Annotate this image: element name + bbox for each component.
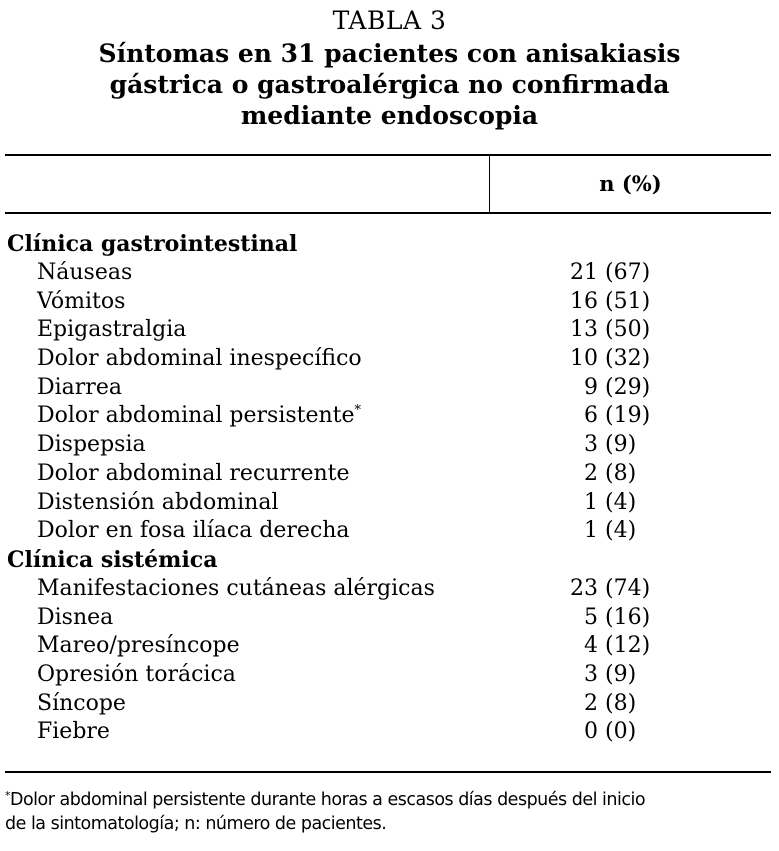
symptom-label — [37, 517, 350, 546]
symptom-name: Manifestaciones cutáneas alérgicas — [37, 575, 435, 601]
symptom-name: Dispepsia — [37, 432, 146, 458]
count-percent-cell — [563, 489, 636, 518]
table-row — [0, 718, 779, 747]
symptom-label — [37, 259, 132, 288]
patient-count: 9 — [584, 374, 598, 400]
table-row — [0, 460, 779, 489]
symptom-name: Distensión abdominal — [37, 489, 279, 515]
patient-count: 23 — [570, 575, 598, 601]
symptom-label — [37, 632, 240, 661]
symptom-label — [37, 661, 236, 690]
table-row — [0, 489, 779, 518]
bottom-rule — [5, 771, 771, 773]
patient-count: 0 — [584, 719, 598, 745]
patient-count: 16 — [570, 288, 598, 314]
column-header-n-percent: n (%) — [599, 171, 662, 196]
symptom-name: Disnea — [37, 604, 114, 630]
percent-value: (19) — [605, 403, 651, 429]
count-percent-cell — [563, 718, 636, 747]
percent-value: (4) — [605, 518, 637, 544]
symptom-name: Vómitos — [37, 288, 126, 314]
count-percent-cell — [563, 316, 650, 345]
symptom-name: Náuseas — [37, 260, 133, 285]
patient-count: 2 — [584, 690, 598, 716]
count-percent-cell — [563, 288, 650, 317]
percent-value: (51) — [605, 288, 651, 314]
count-percent-cell — [563, 431, 636, 460]
patient-count: 21 — [570, 260, 598, 285]
table-row — [0, 604, 779, 633]
footnote-line: de la sintomatología; n: número de pacientes. — [5, 814, 387, 834]
patient-count: 6 — [584, 403, 598, 429]
patient-count: 1 — [584, 489, 598, 515]
count-percent-cell — [563, 374, 650, 403]
table-footnote — [5, 788, 777, 836]
table-title — [0, 38, 779, 131]
title-line: mediante endoscopia — [240, 101, 539, 130]
patient-count: 3 — [584, 432, 598, 458]
percent-value: (16) — [605, 604, 651, 630]
percent-value: (29) — [605, 374, 651, 400]
footnote-text: Dolor abdominal persistente durante horas a escasos días después del inicio — [10, 790, 646, 810]
symptom-name: Dolor abdominal recurrente — [37, 460, 350, 486]
table-row — [0, 316, 779, 345]
percent-value: (67) — [605, 260, 651, 285]
patient-count: 2 — [584, 460, 598, 486]
count-percent-cell — [563, 517, 636, 546]
count-percent-cell — [563, 604, 650, 633]
count-percent-cell — [563, 259, 650, 288]
symptom-label — [37, 374, 122, 403]
percent-value: (32) — [605, 346, 651, 372]
percent-value: (9) — [605, 661, 637, 687]
symptom-label — [37, 288, 125, 317]
count-percent-cell — [563, 690, 636, 719]
symptom-name: Mareo/presíncope — [37, 633, 240, 659]
symptom-name: Dolor en fosa ilíaca derecha — [37, 518, 350, 544]
table-body — [0, 230, 779, 747]
count-percent-cell — [563, 402, 650, 431]
percent-value: (8) — [605, 690, 637, 716]
header-rule — [5, 212, 771, 214]
percent-value: (50) — [605, 317, 651, 343]
table-row — [0, 690, 779, 719]
table-row — [0, 431, 779, 460]
count-percent-cell — [563, 460, 636, 489]
symptom-name: Opresión torácica — [37, 661, 236, 687]
symptom-label — [37, 718, 110, 747]
symptom-label — [37, 575, 435, 604]
symptom-label — [37, 402, 361, 431]
count-percent-cell — [563, 632, 650, 661]
table-row — [0, 288, 779, 317]
table-row — [0, 374, 779, 403]
patient-count: 4 — [584, 633, 598, 659]
section-heading: Clínica sistémica — [7, 546, 218, 573]
table-row — [0, 575, 779, 604]
percent-value: (12) — [605, 633, 651, 659]
symptom-name: Dolor abdominal persistente — [37, 403, 355, 429]
footnote-line — [5, 788, 777, 812]
table-row — [0, 345, 779, 374]
count-percent-cell — [563, 345, 650, 374]
section-heading: Clínica gastrointestinal — [7, 231, 298, 257]
symptom-label — [37, 345, 362, 374]
footnote-mark: * — [354, 403, 362, 419]
patient-count: 13 — [570, 317, 598, 343]
symptom-name: Diarrea — [37, 374, 122, 400]
count-percent-cell — [563, 575, 650, 604]
footnote-mark: * — [5, 789, 10, 802]
table-row — [0, 661, 779, 690]
patient-count: 10 — [570, 346, 598, 372]
table-row — [0, 402, 779, 431]
symptom-label — [37, 431, 146, 460]
symptom-label — [37, 604, 113, 633]
symptom-name: Dolor abdominal inespecífico — [37, 346, 362, 372]
top-rule — [5, 154, 771, 156]
symptom-label — [37, 316, 186, 345]
percent-value: (4) — [605, 489, 637, 515]
table-row — [0, 259, 779, 288]
percent-value: (74) — [605, 575, 651, 601]
symptom-name: Síncope — [37, 690, 126, 716]
patient-count: 3 — [584, 661, 598, 687]
table-label: TABLA 3 — [332, 6, 447, 35]
symptom-name: Fiebre — [37, 719, 110, 745]
table-row — [0, 632, 779, 661]
title-line: Síntomas en 31 pacientes con anisakiasis — [98, 39, 681, 68]
symptom-name: Epigastralgia — [37, 317, 187, 343]
percent-value: (9) — [605, 432, 637, 458]
patient-count: 5 — [584, 604, 598, 630]
title-line: gástrica o gastroalérgica no confirmada — [109, 70, 670, 99]
symptom-label — [37, 690, 126, 719]
table-row — [0, 517, 779, 546]
symptom-label — [37, 489, 278, 518]
count-percent-cell — [563, 661, 636, 690]
patient-count: 1 — [584, 518, 598, 544]
percent-value: (8) — [605, 460, 637, 486]
symptom-label — [37, 460, 350, 489]
percent-value: (0) — [605, 719, 637, 745]
